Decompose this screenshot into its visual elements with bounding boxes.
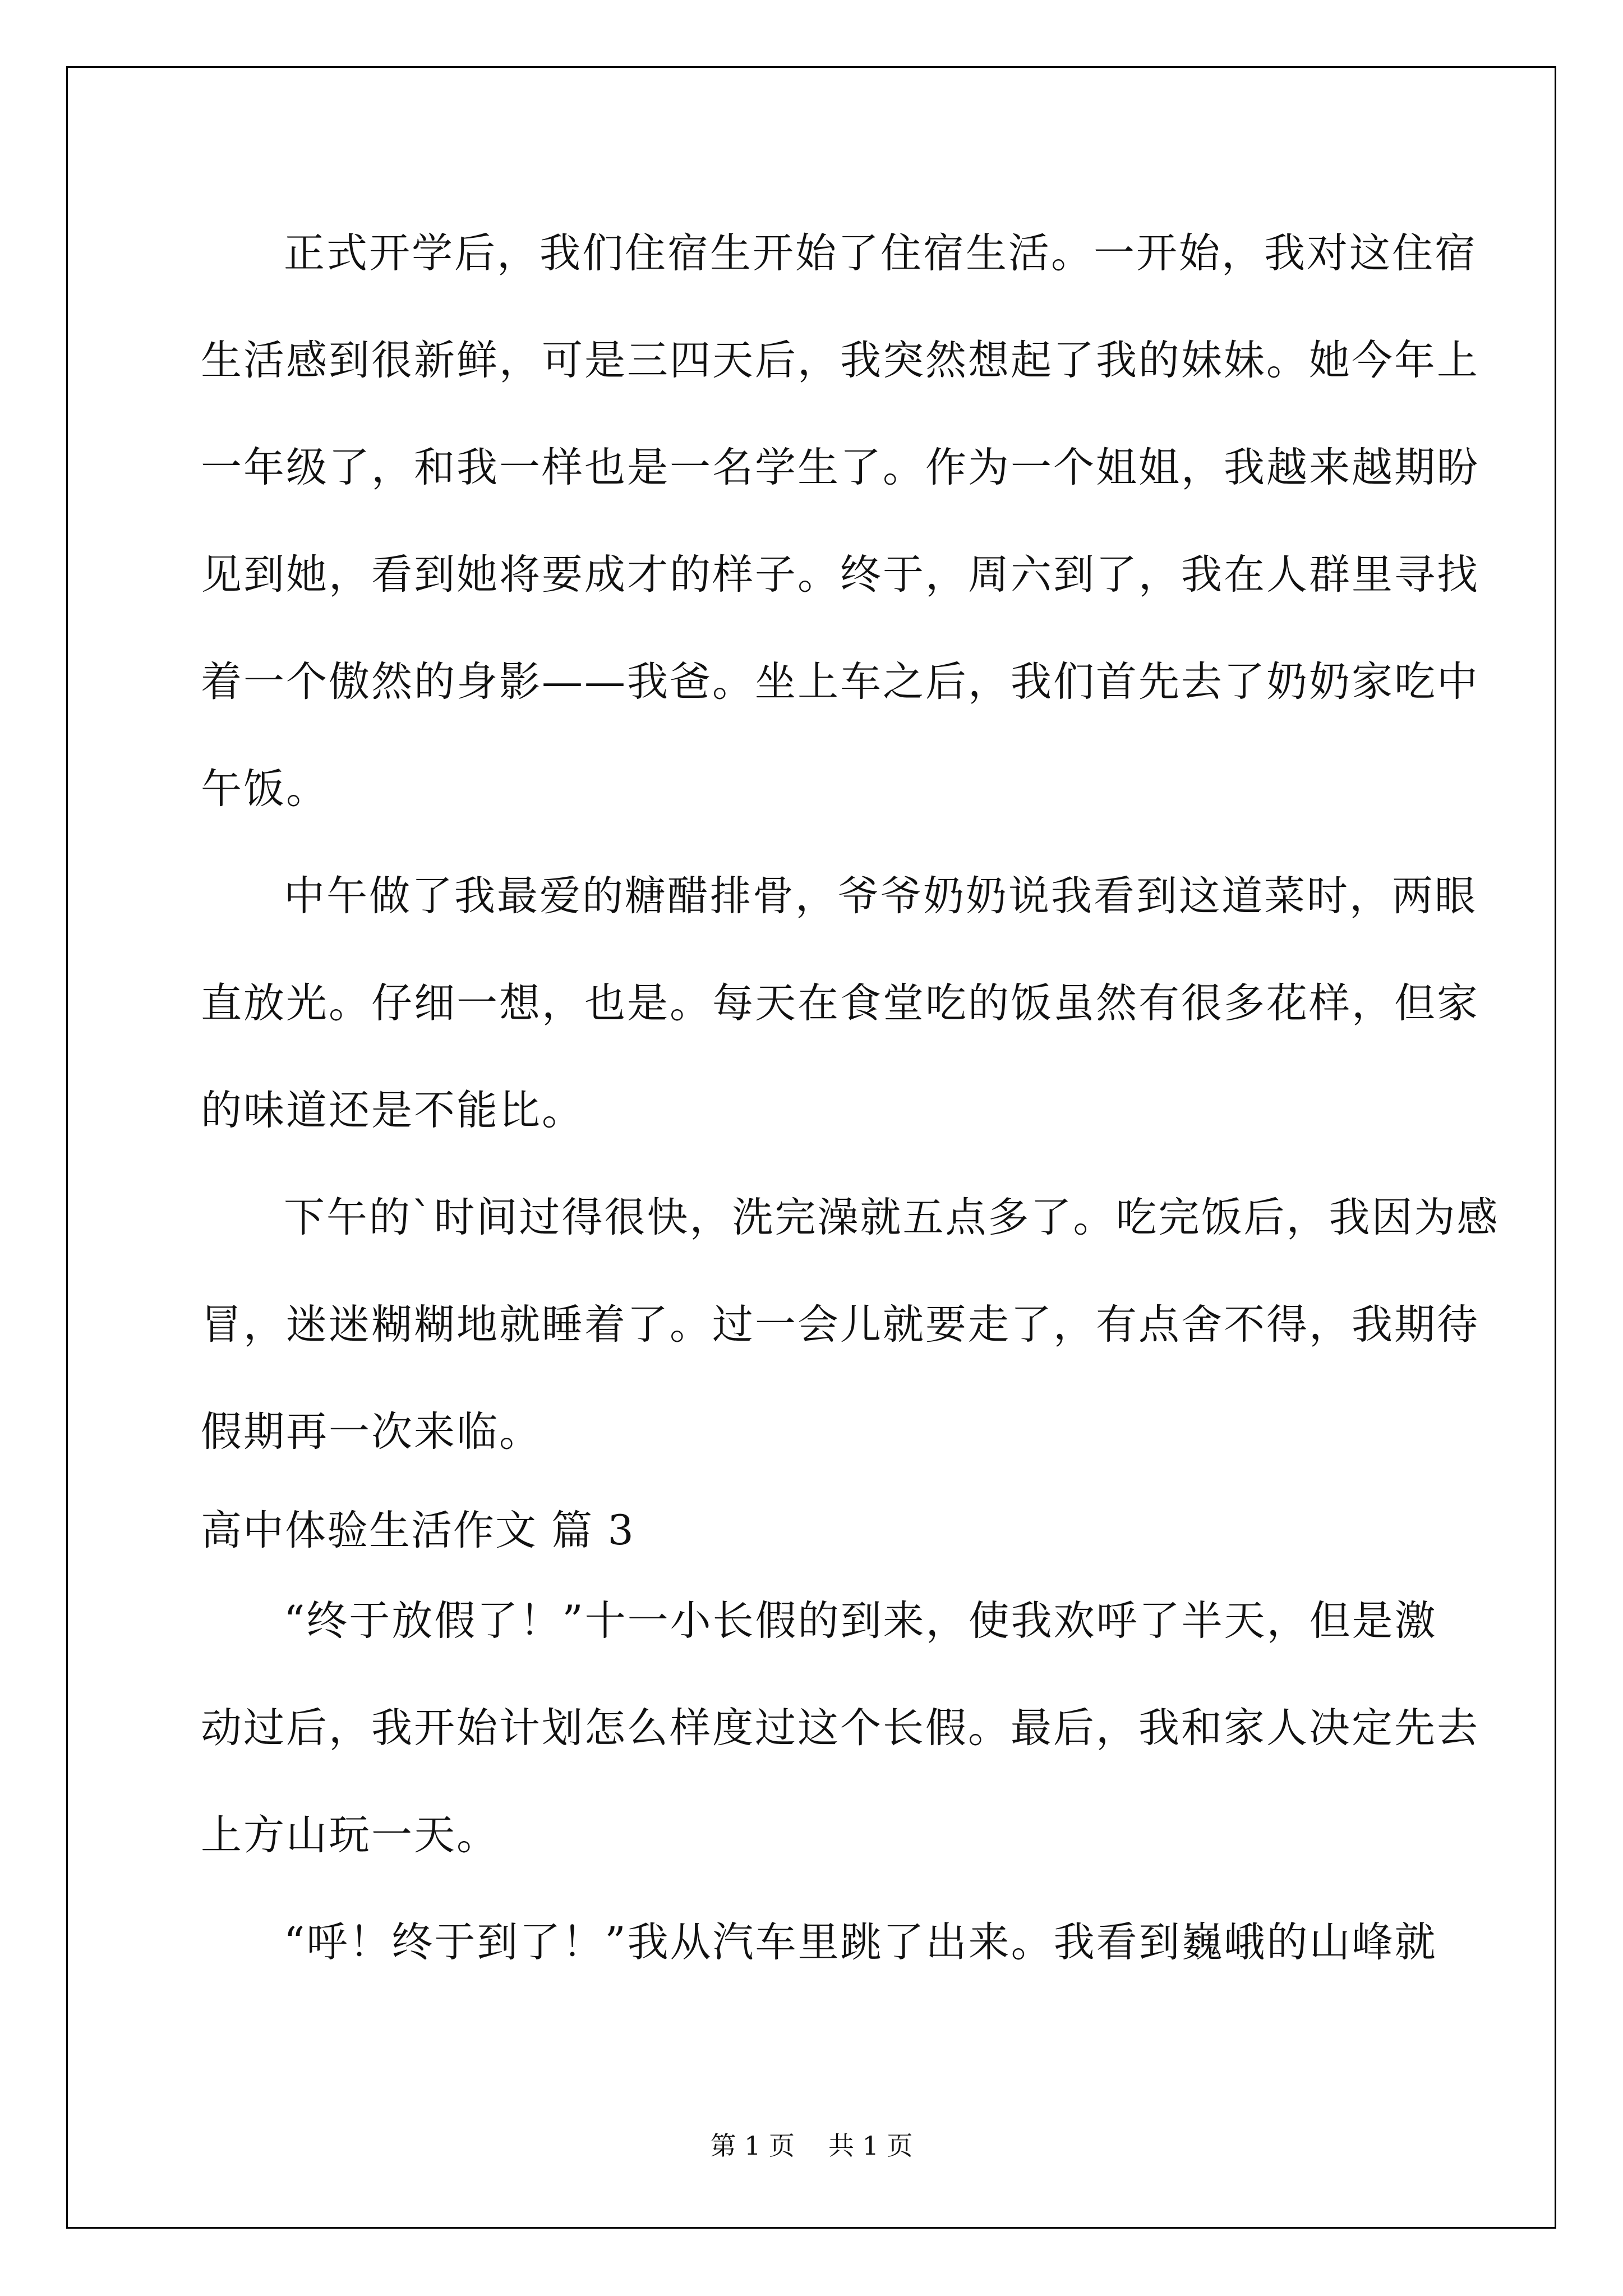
text-line: 上方山玩一天。 — [201, 1811, 499, 1859]
text-line: 直放光。仔细一想，也是。每天在食堂吃的饭虽然有很多花样，但家 — [201, 979, 1479, 1027]
text-line: 一年级了，和我一样也是一名学生了。作为一个姐姐，我越来越期盼 — [201, 444, 1479, 491]
text-line: 中午做了我最爱的糖醋排骨，爷爷奶奶说我看到这道菜时，两眼 — [284, 872, 1477, 920]
page-number: 第 1 页 — [710, 2131, 795, 2161]
text-line: 冒，迷迷糊糊地就睡着了。过一会儿就要走了，有点舍不得，我期待 — [201, 1301, 1479, 1349]
text-line: 假期再一次来临。 — [201, 1408, 542, 1456]
text-line: “终于放假了！”十一小长假的到来，使我欢呼了半天，但是激 — [284, 1597, 1437, 1645]
text-line: 午饭。 — [201, 765, 329, 813]
document-body — [201, 217, 1500, 2013]
text-line: 着一个傲然的身影——我爸。坐上车之后，我们首先去了奶奶家吃中 — [201, 658, 1479, 706]
page-footer — [0, 2129, 1623, 2162]
text-line: 生活感到很新鲜，可是三四天后，我突然想起了我的妹妹。她今年上 — [201, 337, 1479, 384]
text-line: 下午的`时间过得很快，洗完澡就五点多了。吃完饭后，我因为感 — [284, 1194, 1500, 1241]
page-total: 共 1 页 — [828, 2131, 913, 2161]
text-line: “呼！终于到了！”我从汽车里跳了出来。我看到巍峨的山峰就 — [284, 1918, 1437, 1966]
text-line: 动过后，我开始计划怎么样度过这个长假。最后，我和家人决定先去 — [201, 1704, 1479, 1752]
text-line: 的味道还是不能比。 — [201, 1087, 584, 1134]
text-line: 见到她，看到她将要成才的样子。终于，周六到了，我在人群里寻找 — [201, 551, 1479, 599]
section-heading: 高中体验生活作文 篇 3 — [201, 1507, 635, 1554]
text-line: 正式开学后，我们住宿生开始了住宿生活。一开始，我对这住宿 — [284, 229, 1477, 277]
